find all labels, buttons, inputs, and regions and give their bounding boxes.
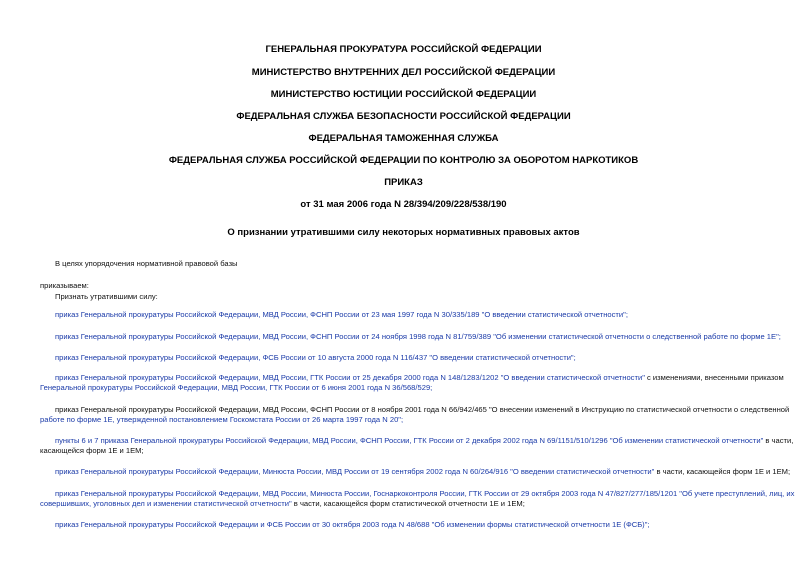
act-1[interactable] (55, 309, 628, 320)
act-7 (55, 466, 790, 477)
act-4-suffix: с изменениями, внесенными приказом (644, 373, 784, 382)
issuer-prosecutor-general: ГЕНЕРАЛЬНАЯ ПРОКУРАТУРА РОССИЙСКОЙ ФЕДЕРАЦИИ (265, 44, 542, 55)
issuer-justice-ministry: МИНИСТЕРСТВО ЮСТИЦИИ РОССИЙСКОЙ ФЕДЕРАЦИИ (270, 89, 537, 100)
intro-text: В целях упорядочения нормативной правовой базы (55, 259, 238, 268)
document-title: О признании утратившими силу некоторых нормативных правовых актов (227, 227, 580, 238)
act-6-suffix: в части, (763, 436, 794, 445)
act-5-line-1: приказ Генеральной прокуратуры Российской Федерации, МВД России, ФСНП России от 8 ноября 2001 года N 66/942/465 "О внесении изменений в Инструкцию по статистической отчетности о следственной (55, 405, 790, 414)
act-3-link[interactable]: приказ Генеральной прокуратуры Российской Федерации, ФСБ России от 10 августа 2000 года N 116/437 "О введении статистической отчетности"; (55, 353, 576, 362)
act-5-line-2[interactable]: работе по форме 1Е, утвержденной постановлением Госкомстата России от 26 марта 1997 года N 20"; (40, 415, 404, 424)
act-8-line-1[interactable]: приказ Генеральной прокуратуры Российской Федерации, МВД России, Минюста России, Госнаркоконтроля России, ГТК России от 29 октября 2003 года N 47/827/277/185/1201 "Об учете преступлений, лиц, их (55, 489, 795, 498)
issuer-fsb: ФЕДЕРАЛЬНАЯ СЛУЖБА БЕЗОПАСНОСТИ РОССИЙСКОЙ ФЕДЕРАЦИИ (236, 111, 571, 122)
act-9-link[interactable]: приказ Генеральной прокуратуры Российской Федерации и ФСБ России от 30 октября 2003 года N 48/688 "Об изменении формы статистической отчетности 1Е (ФСБ)"; (55, 520, 650, 529)
act-8-link-cont[interactable]: совершивших, уголовных дел и изменении статистической отчетности" (40, 499, 292, 508)
issuer-customs: ФЕДЕРАЛЬНАЯ ТАМОЖЕННАЯ СЛУЖБА (308, 133, 499, 144)
issuer-drug-control: ФЕДЕРАЛЬНАЯ СЛУЖБА РОССИЙСКОЙ ФЕДЕРАЦИИ ПО КОНТРОЛЮ ЗА ОБОРОТОМ НАРКОТИКОВ (168, 155, 639, 166)
order-word: приказываем: (40, 281, 89, 290)
act-4-line-2[interactable] (40, 382, 432, 393)
act-3[interactable] (55, 352, 576, 363)
item-1-text: Признать утратившими силу: (55, 292, 158, 301)
act-6-line-1 (55, 435, 793, 446)
issuer-mvd: МИНИСТЕРСТВО ВНУТРЕННИХ ДЕЛ РОССИЙСКОЙ ФЕДЕРАЦИИ (251, 67, 556, 78)
act-8-suffix: в части, касающейся форм статистической отчетности 1Е и 1ЕМ; (291, 499, 525, 508)
act-4-amendment-link[interactable]: Генеральной прокуратуры Российской Федерации, МВД России, ГТК России от 6 июня 2001 года N 36/568/529; (40, 383, 433, 392)
act-2-link[interactable]: приказ Генеральной прокуратуры Российской Федерации, МВД России, ФСНП России от 24 ноября 1998 года N 81/759/389 "Об изменении статистической отчетности о следственной работе по форме 1Е"; (55, 332, 781, 341)
document-date-number: от 31 мая 2006 года N 28/394/209/228/538/190 (300, 199, 507, 210)
act-8-line-2 (40, 498, 525, 509)
act-6-line-2: касающейся форм 1Е и 1ЕМ; (40, 446, 144, 455)
act-7-link[interactable]: приказ Генеральной прокуратуры Российской Федерации, Минюста России, МВД России от 19 сентября 2002 года N 60/264/916 "О введении статистической отчетности" (55, 467, 655, 476)
act-1-link[interactable]: приказ Генеральной прокуратуры Российской Федерации, МВД России, ФСНП России от 23 мая 1997 года N 30/335/189 "О введении статистической отчетности"; (55, 310, 628, 319)
document-type: ПРИКАЗ (384, 177, 423, 188)
act-7-suffix: в части, касающейся форм 1Е и 1ЕМ; (654, 467, 791, 476)
act-4-link[interactable]: приказ Генеральной прокуратуры Российской Федерации, МВД России, ГТК России от 25 декабря 2000 года N 148/1283/1202 "О введении статистической отчетности" (55, 373, 645, 382)
act-6-link[interactable]: пункты 6 и 7 приказа Генеральной прокуратуры Российской Федерации, МВД России, ФСНП России, ГТК России от 2 декабря 2002 года N 69/1151/510/1296 "Об изменении статистической отчетности" (55, 436, 764, 445)
act-2[interactable] (55, 331, 781, 342)
act-9[interactable] (55, 519, 650, 530)
